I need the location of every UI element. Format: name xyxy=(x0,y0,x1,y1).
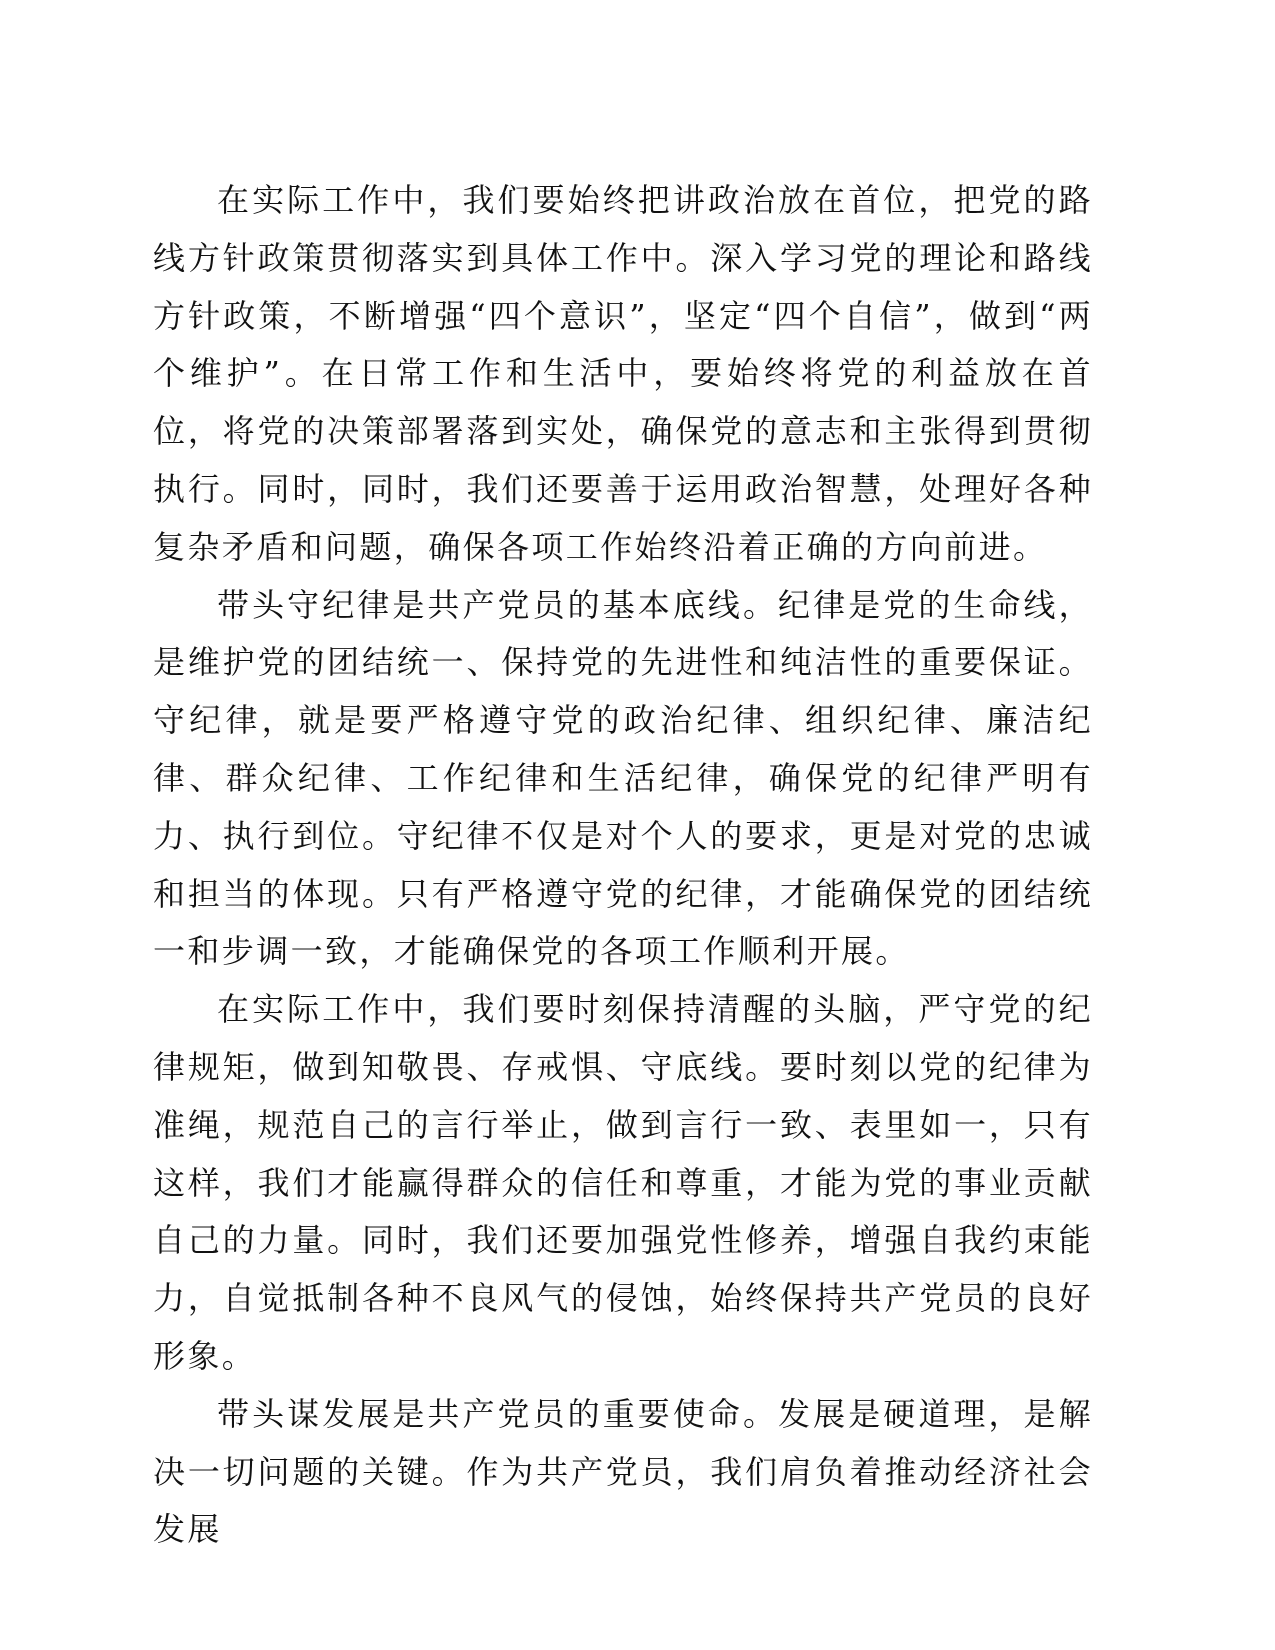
paragraph: 在实际工作中，我们要始终把讲政治放在首位，把党的路线方针政策贯彻落实到具体工作中。深入学习党的理论和路线方针政策，不断增强“四个意识”，坚定“四个自信”，做到“两个维护”。在日常工作和生活中，要始终将党的利益放在首位，将党的决策部署落到实处，确保党的意志和主张得到贯彻执行。同时，同时，我们还要善于运用政治智慧，处理好各种复杂矛盾和问题，确保各项工作始终沿着正确的方向前进。 xyxy=(153,181,1093,566)
paragraph: 带头守纪律是共产党员的基本底线。纪律是党的生命线，是维护党的团结统一、保持党的先进性和纯洁性的重要保证。守纪律，就是要严格遵守党的政治纪律、组织纪律、廉洁纪律、群众纪律、工作纪律和生活纪律，确保党的纪律严明有力、执行到位。守纪律不仅是对个人的要求，更是对党的忠诚和担当的体现。只有严格遵守党的纪律，才能确保党的团结统一和步调一致，才能确保党的各项工作顺利开展。 xyxy=(153,585,1093,971)
paragraph: 在实际工作中，我们要时刻保持清醒的头脑，严守党的纪律规矩，做到知敬畏、存戒惧、守底线。要时刻以党的纪律为准绳，规范自己的言行举止，做到言行一致、表里如一，只有这样，我们才能赢得群众的信任和尊重，才能为党的事业贡献自己的力量。同时，我们还要加强党性修养，增强自我约束能力，自觉抵制各种不良风气的侵蚀，始终保持共产党员的良好形象。 xyxy=(153,990,1093,1375)
document-body xyxy=(153,172,1093,1559)
paragraph: 带头谋发展是共产党员的重要使命。发展是硬道理，是解决一切问题的关键。作为共产党员，我们肩负着推动经济社会发展 xyxy=(153,1394,1093,1549)
